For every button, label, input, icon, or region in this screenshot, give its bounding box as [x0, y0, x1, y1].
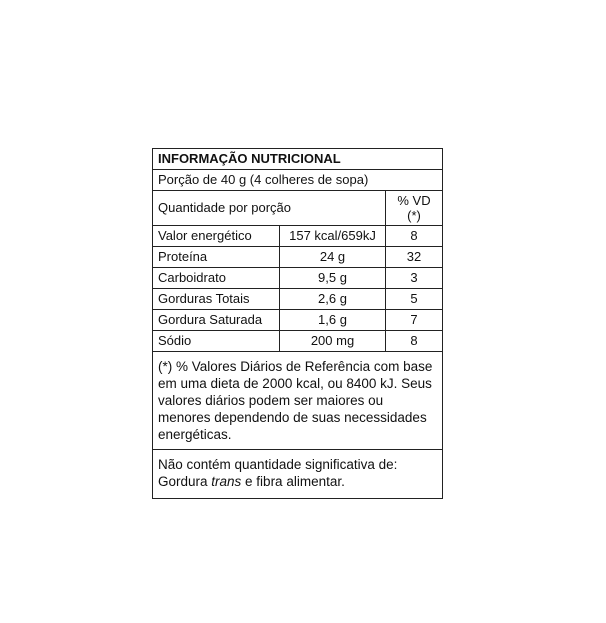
nutrition-facts-table	[152, 148, 443, 499]
nutrient-amount: 2,6 g	[280, 289, 386, 309]
nutrient-row	[153, 289, 442, 310]
daily-values-note: (*) % Valores Diários de Referência com base em uma dieta de 2000 kcal, ou 8400 kJ. Seus valores diários podem ser maiores ou menores dependendo de suas necessidades energéticas.	[158, 359, 433, 442]
nutrient-row	[153, 331, 442, 352]
nutrient-row	[153, 310, 442, 331]
table-title: INFORMAÇÃO NUTRICIONAL	[158, 151, 341, 166]
footer-line1: Não contém quantidade significativa de:	[158, 457, 398, 472]
nutrient-amount: 200 mg	[280, 331, 386, 351]
portion-size: Porção de 40 g (4 colheres de sopa)	[158, 172, 369, 187]
quantity-header: Quantidade por porção	[153, 191, 386, 225]
nutrient-row	[153, 226, 442, 247]
nutrient-row	[153, 247, 442, 268]
nutrient-name: Gordura Saturada	[153, 310, 280, 330]
nutrient-name: Sódio	[153, 331, 280, 351]
footer-italic: trans	[211, 474, 242, 489]
vd-header-line1: % VD	[397, 193, 431, 208]
nutrient-vd: 5	[410, 291, 418, 306]
nutrient-amount: 9,5 g	[280, 268, 386, 288]
vd-header	[386, 191, 442, 225]
footer-post: e fibra alimentar.	[241, 474, 345, 489]
title-row	[153, 149, 442, 170]
footer-row	[153, 450, 442, 498]
nutrient-name: Valor energético	[153, 226, 280, 246]
nutrient-name: Proteína	[153, 247, 280, 267]
portion-row	[153, 170, 442, 191]
footer-note	[153, 450, 442, 498]
vd-header-line2: (*)	[407, 208, 421, 223]
nutrient-amount: 157 kcal/659kJ	[280, 226, 386, 246]
nutrient-vd: 32	[406, 249, 422, 264]
footer-pre: Gordura	[158, 474, 212, 489]
note-row	[153, 352, 442, 450]
nutrient-amount: 1,6 g	[280, 310, 386, 330]
nutrient-name: Carboidrato	[153, 268, 280, 288]
nutrient-row	[153, 268, 442, 289]
nutrient-amount: 24 g	[280, 247, 386, 267]
nutrient-vd: 7	[410, 312, 418, 327]
header-row	[153, 191, 442, 226]
nutrient-vd: 8	[410, 333, 418, 348]
nutrient-name: Gorduras Totais	[153, 289, 280, 309]
nutrient-vd: 3	[410, 270, 418, 285]
nutrient-vd: 8	[410, 228, 418, 243]
